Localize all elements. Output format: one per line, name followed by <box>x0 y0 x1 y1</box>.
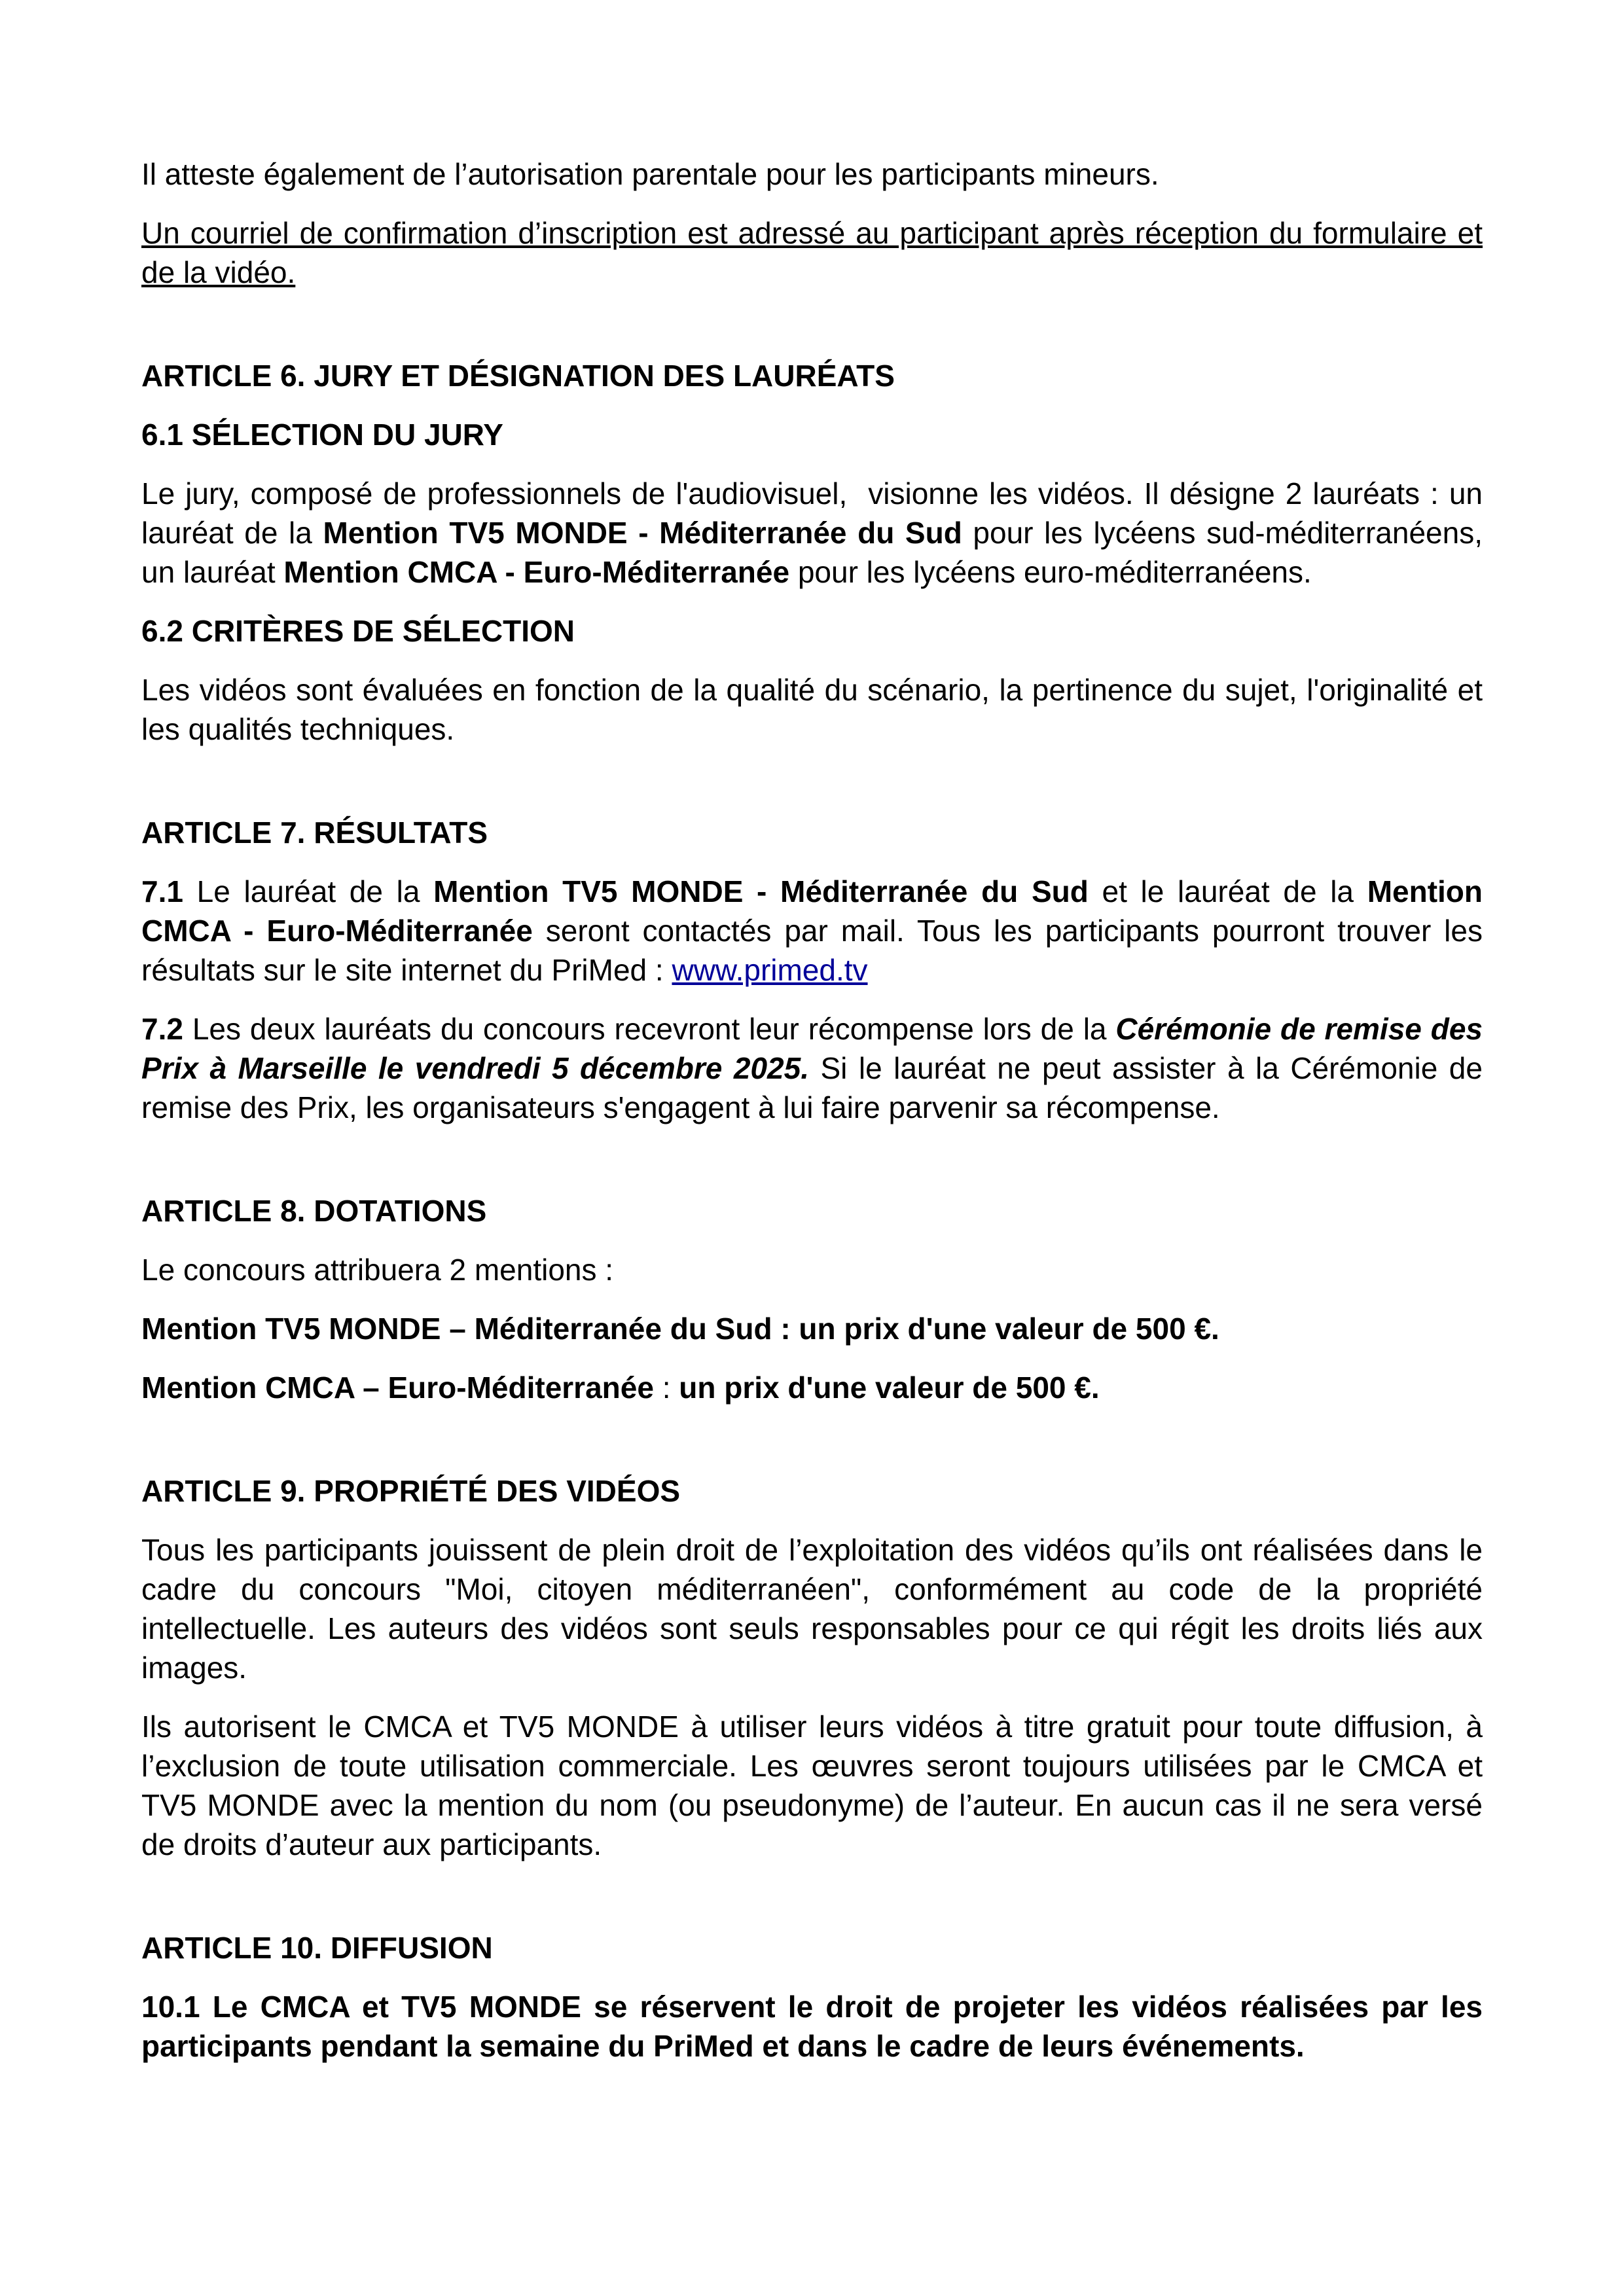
text-run: pour les lycéens euro-méditerranéens. <box>789 555 1312 589</box>
bold-run: un prix d'une valeur de 500 €. <box>679 1371 1100 1405</box>
text-run: Il atteste également de l’autorisation parentale pour les participants mineurs. <box>141 157 1159 191</box>
bold-run: Mention CMCA – Euro-Méditerranée <box>141 1371 654 1405</box>
bold-run: Mention TV5 MONDE – Méditerranée du Sud : un prix d'une valeur de 500 €. <box>141 1312 1219 1346</box>
text-run: Le concours attribuera 2 mentions : <box>141 1253 614 1287</box>
bold-run: 7.1 <box>141 874 183 908</box>
paragraph-attestation <box>141 154 1483 194</box>
article-8-title: ARTICLE 8. DOTATIONS <box>141 1194 487 1228</box>
paragraph-7-1 <box>141 872 1483 990</box>
primed-link[interactable]: www.primed.tv <box>672 953 868 987</box>
text-run: et le lauréat de la <box>1088 874 1367 908</box>
paragraph-video-rights-2 <box>141 1707 1483 1864</box>
paragraph-mention-cmca <box>141 1368 1483 1407</box>
text-run: Le lauréat de la <box>183 874 434 908</box>
paragraph-jury-selection <box>141 474 1483 592</box>
bold-run: 7.2 <box>141 1012 183 1046</box>
article-6-title: ARTICLE 6. JURY ET DÉSIGNATION DES LAURÉATS <box>141 359 895 393</box>
article-7-title: ARTICLE 7. RÉSULTATS <box>141 816 488 850</box>
bold-run: Mention CMCA - Euro-Méditerranée <box>141 874 1483 948</box>
text-run: seront contactés par mail. Tous les participants pourront trouver les résultats sur le site internet du PriMed : <box>141 914 1483 987</box>
text-run: Si le lauréat ne peut assister à la Cérémonie de remise des Prix, les organisateurs s'engagent à lui faire parvenir sa récompense. <box>141 1051 1483 1124</box>
paragraph-10-1 <box>141 1987 1483 2066</box>
text-run: pour les lycéens sud-méditerranéens, un lauréat <box>141 516 1483 589</box>
text-run: Ils autorisent le CMCA et TV5 MONDE à utiliser leurs vidéos à titre gratuit pour toute diffusion, à l’exclusion de toute utilisation commerciale. Les œuvres seront toujours utilisées par le CMCA et TV5 MONDE avec la mention du nom (ou pseudonyme) de l’auteur. En aucun cas il ne sera versé de droits d’auteur aux participants. <box>141 1710 1483 1861</box>
section-6-2-title: 6.2 CRITÈRES DE SÉLECTION <box>141 614 575 648</box>
text-run: Tous les participants jouissent de plein droit de l’exploitation des vidéos qu’ils ont réalisées dans le cadre du concours "Moi, citoyen méditerranéen", conformément au code de la propriété intellectuelle. Les auteurs des vidéos sont seuls responsables pour ce qui régit les droits liés aux images. <box>141 1533 1483 1685</box>
underlined-text-run: Un courriel de confirmation d’inscription est adressé au participant après réception du formulaire et de la vidéo. <box>141 216 1483 289</box>
bold-italic-run: Cérémonie de remise des Prix à Marseille le vendredi 5 décembre 2025. <box>141 1012 1483 1085</box>
bold-run: Mention TV5 MONDE - Méditerranée du Sud <box>323 516 962 550</box>
bold-run: 10.1 Le CMCA et TV5 MONDE se réservent le droit de projeter les vidéos réalisées par les participants pendant la semaine du PriMed et dans le cadre de leurs événements. <box>141 1990 1483 2063</box>
text-run: Le jury, composé de professionnels de l'audiovisuel, visionne les vidéos. Il désigne 2 lauréats : un lauréat de la <box>141 476 1483 550</box>
paragraph-confirmation <box>141 213 1483 292</box>
paragraph-7-2 <box>141 1009 1483 1127</box>
text-run: : <box>653 1371 679 1405</box>
paragraph-mentions-intro <box>141 1250 1483 1289</box>
text-run: Les deux lauréats du concours recevront leur récompense lors de la <box>183 1012 1116 1046</box>
paragraph-selection-criteria <box>141 670 1483 749</box>
paragraph-mention-tv5 <box>141 1309 1483 1348</box>
bold-run: Mention CMCA - Euro-Méditerranée <box>283 555 790 589</box>
article-9-title: ARTICLE 9. PROPRIÉTÉ DES VIDÉOS <box>141 1474 681 1508</box>
text-run: Les vidéos sont évaluées en fonction de la qualité du scénario, la pertinence du sujet, l'originalité et les qualités techniques. <box>141 673 1483 746</box>
paragraph-video-rights-1 <box>141 1530 1483 1687</box>
bold-run: Mention TV5 MONDE - Méditerranée du Sud <box>433 874 1089 908</box>
article-10-title: ARTICLE 10. DIFFUSION <box>141 1931 493 1965</box>
section-6-1-title: 6.1 SÉLECTION DU JURY <box>141 418 503 452</box>
